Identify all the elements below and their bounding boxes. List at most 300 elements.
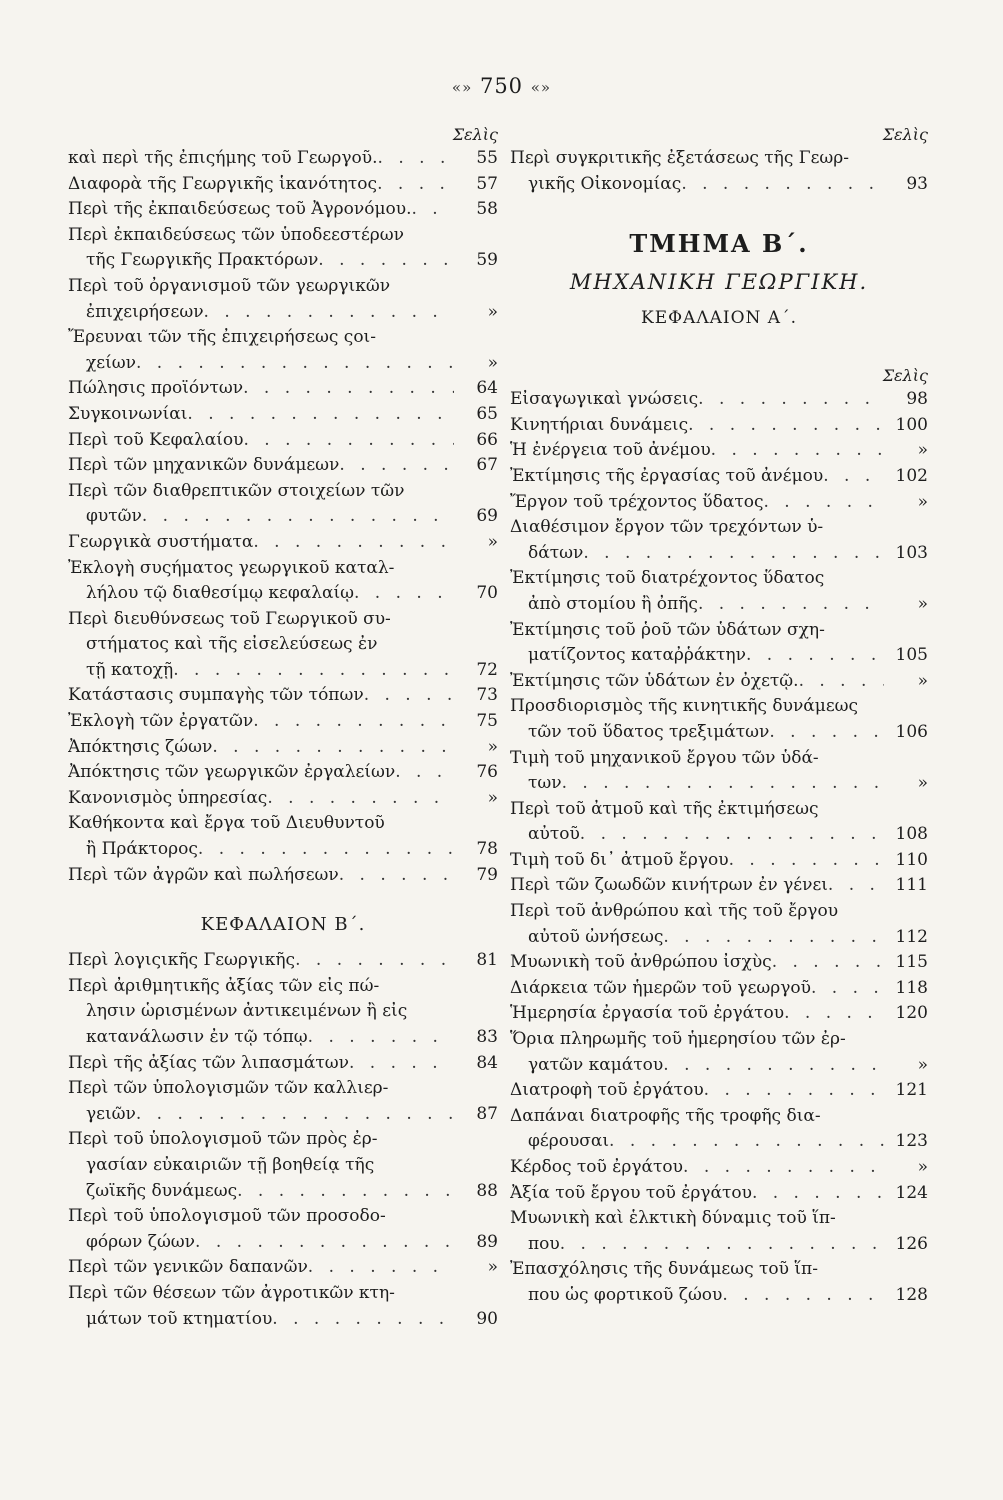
toc-entry-text: Περὶ τῆς ἐκπαιδεύσεως τοῦ Ἀγρονόμου. — [68, 199, 412, 220]
toc-page-number: 90 — [476, 1308, 498, 1329]
toc-entry-line — [510, 950, 928, 976]
dot-leader — [722, 1283, 884, 1309]
toc-entry-line — [510, 413, 928, 439]
toc-entry-text: Εἰσαγωγικαὶ γνώσεις — [510, 389, 699, 410]
toc-entry-line — [510, 1181, 928, 1207]
toc-entry — [510, 899, 928, 950]
toc-entry-line — [510, 618, 928, 644]
toc-entry-text: γειῶν — [86, 1103, 136, 1124]
toc-entry-line — [68, 1255, 498, 1281]
dot-leader — [204, 300, 454, 326]
toc-entry — [510, 873, 928, 899]
toc-entry-line — [68, 786, 498, 812]
toc-page-number: 102 — [895, 465, 928, 486]
toc-entry-line — [68, 146, 498, 172]
toc-entry-text: Περὶ ἐκπαιδεύσεως τῶν ὑποδεεστέρων — [68, 224, 404, 245]
dot-leader — [799, 669, 884, 695]
toc-entry-text: αὐτοῦ ὠνήσεως — [528, 926, 664, 947]
toc-entry-line — [510, 1001, 928, 1027]
toc-entry-text: αὐτοῦ — [528, 824, 580, 845]
toc-entry-line — [510, 669, 928, 695]
toc-entry-text: Περὶ τοῦ ὑπολογισμοῦ τῶν προσοδο- — [68, 1206, 386, 1227]
toc-page-number: » — [917, 1054, 928, 1075]
toc-entry-text: των — [528, 773, 562, 794]
toc-entry — [68, 974, 498, 1051]
toc-entry-text: Διατροφὴ τοῦ ἐργάτου — [510, 1080, 704, 1101]
toc-entry — [510, 566, 928, 617]
toc-entry-line — [510, 694, 928, 720]
toc-entry-line — [510, 643, 928, 669]
toc-entry-text: Ἐκλογὴ συςήματος γεωργικοῦ καταλ- — [68, 557, 395, 578]
toc-entry-text: Πώλησις προϊόντων — [68, 378, 244, 399]
toc-entry-line — [68, 632, 498, 658]
toc-entry-text: Περὶ συγκριτικῆς ἐξετάσεως τῆς Γεωρ- — [510, 148, 849, 168]
toc-page-number: 57 — [476, 173, 498, 194]
toc-entry-line — [510, 720, 928, 746]
dot-leader — [318, 248, 454, 274]
toc-page-number: 67 — [476, 455, 498, 476]
dot-leader — [412, 197, 455, 223]
toc-entry — [510, 950, 928, 976]
toc-page-number: » — [917, 670, 928, 691]
toc-page-number: » — [487, 352, 498, 373]
toc-page-number: 121 — [895, 1080, 928, 1101]
toc-page-number: 120 — [895, 1003, 928, 1024]
toc-entry-line — [68, 581, 498, 607]
dot-leader — [378, 146, 454, 172]
toc-entry-text: Ὅρια πληρωμῆς τοῦ ἡμερησίου τῶν ἐρ- — [510, 1029, 846, 1050]
toc-page-number: 72 — [476, 659, 498, 680]
toc-entry — [510, 146, 928, 197]
toc-entry-line — [510, 848, 928, 874]
toc-entry-line — [510, 1206, 928, 1232]
toc-page-number: 115 — [895, 952, 928, 973]
toc-entry-line — [68, 428, 498, 454]
toc-entry-line — [68, 999, 498, 1025]
toc-entry-text: γατῶν καμάτου — [528, 1054, 664, 1075]
toc-entry-text: Ἡμερησία ἐργασία τοῦ ἐργάτου — [510, 1003, 785, 1024]
toc-entry — [510, 387, 928, 413]
toc-entry-text: Περὶ ἀριθμητικῆς ἀξίας τῶν εἰς πώ- — [68, 975, 380, 996]
toc-entry — [510, 797, 928, 848]
toc-entry-line — [510, 1078, 928, 1104]
dot-leader — [173, 658, 454, 684]
toc-page-number: 70 — [476, 583, 498, 604]
toc-entry-text: Ἐκλογὴ τῶν ἐργατῶν — [68, 711, 254, 732]
toc-entry-line — [510, 464, 928, 490]
toc-entry-line — [510, 592, 928, 618]
toc-entry — [68, 479, 498, 530]
toc-entry-text: κατανάλωσιν ἐν τῷ τόπῳ — [86, 1027, 308, 1047]
toc-entry-text: Ἐκτίμησις τοῦ διατρέχοντος ὕδατος — [510, 568, 825, 589]
dot-leader — [663, 925, 884, 951]
toc-page-number: » — [487, 531, 498, 552]
toc-page-number: » — [917, 773, 928, 794]
toc-entry — [510, 490, 928, 516]
dot-leader — [136, 351, 454, 377]
chapter-a-heading: ΚΕΦΑΛΑΙΟΝ Α΄. — [641, 308, 797, 329]
toc-entry-line — [68, 197, 498, 223]
toc-entry — [510, 976, 928, 1002]
toc-entry-text: τῶν τοῦ ὕδατος τρεξιμάτων — [528, 721, 770, 742]
dot-leader — [688, 413, 884, 439]
toc-entry-line — [68, 376, 498, 402]
toc-entry — [68, 223, 498, 274]
toc-entry-line — [68, 223, 498, 249]
toc-entry — [68, 709, 498, 735]
toc-entry-line — [510, 1257, 928, 1283]
toc-entry-text: Ἔρευναι τῶν τῆς ἐπιχειρήσεως ςοι- — [68, 327, 376, 348]
ornament-right-icon: «» — [530, 78, 552, 97]
toc-entry-line — [510, 438, 928, 464]
toc-entry-line — [68, 351, 498, 377]
toc-entry-text: λησιν ὡρισμένων ἀντικειμένων ἢ εἰς — [86, 1001, 408, 1022]
right-column — [510, 124, 928, 1309]
toc-entry — [68, 607, 498, 684]
toc-entry-line — [68, 1179, 498, 1205]
toc-entry — [68, 530, 498, 556]
dot-leader — [772, 950, 884, 976]
dot-leader — [237, 1179, 454, 1205]
toc-entry-text: που ὡς φορτικοῦ ζώου — [528, 1284, 723, 1305]
toc-entry-text: μάτων τοῦ κτηματίου — [86, 1308, 273, 1329]
toc-entry-line — [510, 1283, 928, 1309]
toc-entry — [68, 735, 498, 761]
toc-entry-text: Μυωνικὴ τοῦ ἀνθρώπου ἰσχὺς — [510, 952, 772, 973]
chapter-b-heading: ΚΕΦΑΛΑΙΟΝ Β΄. — [200, 914, 366, 936]
toc-entry-line — [68, 1025, 498, 1051]
toc-page-number: 64 — [476, 378, 498, 399]
toc-entry-line — [68, 274, 498, 300]
toc-entry-line — [68, 735, 498, 761]
toc-entry — [510, 1155, 928, 1181]
dot-leader — [729, 848, 884, 874]
toc-entry-text: Συγκοινωνίαι — [68, 403, 188, 424]
toc-page-number: 81 — [476, 950, 498, 971]
toc-entry — [68, 1255, 498, 1281]
ornament-left-icon: «» — [451, 78, 473, 97]
toc-entry-line — [510, 490, 928, 516]
toc-entry-line — [68, 863, 498, 889]
left-column — [68, 124, 498, 1332]
toc-entry-text: Καθήκοντα καὶ ἔργα τοῦ Διευθυντοῦ — [68, 813, 385, 834]
toc-entry — [510, 746, 928, 797]
dot-leader — [704, 1078, 884, 1104]
dot-leader — [784, 1001, 884, 1027]
toc-page-number: 124 — [895, 1182, 928, 1203]
toc-page-number: 79 — [476, 864, 498, 885]
toc-entry-line — [68, 760, 498, 786]
dot-leader — [212, 735, 454, 761]
toc-entry-line — [68, 504, 498, 530]
toc-entry-line — [510, 566, 928, 592]
toc-entry-line — [510, 541, 928, 567]
toc-page-number: 106 — [895, 721, 928, 742]
toc-entry — [510, 618, 928, 669]
toc-entry-line — [68, 1307, 498, 1333]
toc-entry — [68, 1204, 498, 1255]
dot-leader — [136, 1102, 454, 1128]
toc-page-number: 112 — [895, 926, 928, 947]
toc-page-number: » — [917, 593, 928, 614]
toc-entry-line — [68, 607, 498, 633]
toc-entry-text: Κανονισμὸς ὑπηρεσίας — [68, 787, 268, 808]
toc-page-number: 128 — [895, 1284, 928, 1305]
left-entries — [68, 146, 498, 888]
toc-entry-line — [510, 822, 928, 848]
toc-entry-line — [68, 1051, 498, 1077]
toc-page-number: » — [487, 736, 498, 757]
dot-leader — [198, 837, 454, 863]
toc-entry-text: φόρων ζώων — [86, 1231, 196, 1252]
dot-leader — [295, 948, 454, 974]
toc-entry — [68, 1281, 498, 1332]
dot-leader — [308, 1025, 454, 1051]
dot-leader — [764, 490, 885, 516]
toc-entry-line — [68, 811, 498, 837]
dot-leader — [683, 1155, 884, 1181]
toc-entry — [68, 274, 498, 325]
toc-entry-text: Κινητήριαι δυνάμεις — [510, 414, 689, 435]
toc-entry-line — [68, 1230, 498, 1256]
toc-page-number: 84 — [476, 1052, 498, 1073]
toc-entry-text: χείων — [86, 352, 136, 373]
toc-entry — [510, 1104, 928, 1155]
toc-entry — [510, 515, 928, 566]
toc-entry — [68, 402, 498, 428]
dot-leader — [308, 1255, 454, 1281]
toc-entry-line — [68, 1102, 498, 1128]
toc-entry — [68, 1051, 498, 1077]
dot-leader — [609, 1129, 884, 1155]
dot-leader — [698, 592, 884, 618]
toc-entry-line — [68, 172, 498, 198]
toc-entry — [68, 197, 498, 223]
dot-leader — [395, 760, 454, 786]
toc-entry-text: φέρουσαι — [528, 1131, 610, 1152]
toc-entry-line — [510, 925, 928, 951]
toc-page-number: 88 — [476, 1180, 498, 1201]
toc-page-number: 93 — [906, 173, 928, 194]
toc-page-number: » — [917, 1157, 928, 1177]
toc-entry-text: Περὶ τῆς ἀξίας τῶν λιπασμάτων — [68, 1052, 349, 1073]
toc-entry-line — [510, 515, 928, 541]
toc-page-number: 55 — [476, 148, 498, 168]
toc-entry-text: Περὶ λογιςικῆς Γεωργικῆς — [68, 950, 296, 971]
toc-entry-text: Περὶ τῶν γενικῶν δαπανῶν — [68, 1257, 308, 1278]
toc-entry-text: Περὶ τῶν ζωωδῶν κινήτρων ἐν γένει — [510, 875, 828, 896]
dot-leader — [142, 504, 454, 530]
right-entries — [510, 387, 928, 1308]
toc-entry-text: Περὶ διευθύνσεως τοῦ Γεωργικοῦ συ- — [68, 608, 391, 629]
toc-entry — [510, 1078, 928, 1104]
toc-page-number: 111 — [895, 875, 928, 896]
toc-page-number: 87 — [476, 1103, 498, 1124]
page-header — [0, 74, 1003, 98]
dot-leader — [339, 863, 454, 889]
toc-entry-text: Περὶ τοῦ ὑπολογισμοῦ τῶν πρὸς ἐρ- — [68, 1129, 378, 1150]
toc-page-number: 83 — [476, 1027, 498, 1047]
toc-entry-line — [68, 837, 498, 863]
toc-entry — [68, 428, 498, 454]
toc-entry — [510, 464, 928, 490]
toc-entry-text: Περὶ τοῦ ἀνθρώπου καὶ τῆς τοῦ ἔργου — [510, 901, 839, 922]
dot-leader — [349, 1051, 454, 1077]
toc-entry-line — [68, 1204, 498, 1230]
toc-entry-text: τῇ κατοχῇ — [86, 659, 174, 680]
dot-leader — [746, 643, 884, 669]
dot-leader — [823, 464, 884, 490]
toc-entry-text: Περὶ τῶν θέσεων τῶν ἀγροτικῶν κτη- — [68, 1282, 395, 1303]
toc-entry-text: Διαθέσιμον ἔργον τῶν τρεχόντων ὑ- — [510, 517, 824, 538]
dot-leader — [354, 581, 454, 607]
toc-entry — [510, 1027, 928, 1078]
dot-leader — [339, 453, 454, 479]
toc-entry-line — [68, 948, 498, 974]
toc-entry-text: γασίαν εὐκαιριῶν τῇ βοηθείᾳ τῆς — [86, 1154, 375, 1175]
toc-page-number: 75 — [476, 711, 498, 732]
toc-entry-line — [68, 530, 498, 556]
left-entries-b — [68, 948, 498, 1332]
toc-page-number: 100 — [895, 414, 928, 435]
toc-entry-line — [510, 1027, 928, 1053]
toc-entry-text: στήματος καὶ τῆς εἰσελεύσεως ἐν — [86, 634, 378, 655]
dot-leader — [562, 771, 884, 797]
toc-entry-text: Τιμὴ τοῦ δι᾽ ἀτμοῦ ἔργου — [510, 849, 729, 870]
dot-leader — [752, 1181, 884, 1207]
toc-entry-line — [68, 1281, 498, 1307]
section-subtitle: ΜΗΧΑΝΙΚΗ ΓΕΩΡΓΙΚΗ. — [569, 270, 869, 295]
toc-entry-line — [68, 453, 498, 479]
toc-page-number: 126 — [895, 1233, 928, 1254]
toc-entry — [68, 863, 498, 889]
toc-entry-text: λήλου τῷ διαθεσίμῳ κεφαλαίῳ — [86, 583, 354, 604]
toc-page-number: 76 — [476, 762, 498, 783]
dot-leader — [267, 786, 454, 812]
toc-entry-text: φυτῶν — [86, 506, 142, 527]
selis-label-right-2: Σελὶς — [882, 366, 928, 386]
toc-entry-text: δάτων — [528, 542, 584, 563]
toc-entry-line — [68, 1127, 498, 1153]
toc-entry — [68, 556, 498, 607]
toc-page-number: 73 — [476, 685, 498, 706]
toc-entry-text: Ἐκτίμησις τοῦ ῥοῦ τῶν ὑδάτων σχη- — [510, 619, 825, 640]
toc-entry-text: Ἐπασχόλησις τῆς δυνάμεως τοῦ ἵπ- — [510, 1259, 818, 1280]
toc-page-number: » — [487, 1257, 498, 1278]
toc-page-number: » — [917, 440, 928, 461]
dot-leader — [663, 1053, 884, 1079]
toc-page-number: » — [487, 301, 498, 322]
toc-entry-line — [68, 709, 498, 735]
dot-leader — [377, 172, 454, 198]
toc-entry — [510, 1001, 928, 1027]
dot-leader — [711, 438, 884, 464]
toc-entry-text: Κέρδος τοῦ ἐργάτου — [510, 1157, 684, 1177]
dot-leader — [243, 428, 454, 454]
toc-entry-text: ἐπιχειρήσεων — [86, 301, 204, 322]
toc-page-number: » — [487, 787, 498, 808]
toc-page-number: 59 — [476, 250, 498, 271]
toc-page-number: 105 — [895, 645, 928, 666]
toc-page-number: 78 — [476, 839, 498, 860]
toc-entry-line — [510, 976, 928, 1002]
toc-entry-text: Ἀξία τοῦ ἔργου τοῦ ἐργάτου — [510, 1182, 752, 1203]
toc-entry — [510, 694, 928, 745]
toc-entry-text: Ἡ ἐνέργεια τοῦ ἀνέμου — [510, 440, 711, 461]
dot-leader — [253, 709, 454, 735]
toc-entry-line — [68, 402, 498, 428]
toc-entry-line — [68, 1153, 498, 1179]
toc-entry-text: Περὶ τῶν μηχανικῶν δυνάμεων — [68, 455, 340, 476]
page-number: 750 — [479, 74, 524, 98]
toc-entry — [68, 948, 498, 974]
toc-entry-line — [68, 300, 498, 326]
toc-entry — [68, 453, 498, 479]
toc-entry-text: Περὶ τοῦ ὀργανισμοῦ τῶν γεωργικῶν — [68, 275, 391, 296]
toc-entry — [68, 811, 498, 862]
toc-entry — [510, 1257, 928, 1308]
toc-entry — [68, 760, 498, 786]
toc-entry-line — [510, 899, 928, 925]
toc-entry-text: Διαφορὰ τῆς Γεωργικῆς ἱκανότητος — [68, 173, 378, 194]
toc-entry-text: Περὶ τοῦ Κεφαλαίου — [68, 429, 244, 450]
toc-entry — [510, 669, 928, 695]
toc-entry-text: ἀπὸ στομίου ἢ ὀπῆς — [528, 593, 698, 614]
toc-entry-text: Ἐκτίμησις τῶν ὑδάτων ἐν ὀχετῷ. — [510, 670, 799, 691]
toc-page-number: 69 — [476, 506, 498, 527]
toc-entry-text: τῆς Γεωργικῆς Πρακτόρων — [86, 250, 319, 271]
dot-leader — [560, 1232, 884, 1258]
toc-entry-text: ματίζοντος καταῤῥάκτην — [528, 645, 746, 666]
toc-entry-text: Δαπάναι διατροφῆς τῆς τροφῆς δια- — [510, 1105, 821, 1126]
toc-entry — [68, 1076, 498, 1127]
dot-leader — [698, 387, 884, 413]
toc-entry-text: καὶ περὶ τῆς ἐπιςήμης τοῦ Γεωργοῦ. — [68, 148, 378, 168]
toc-page-number: 103 — [895, 542, 928, 563]
toc-entry-text: Περὶ τῶν διαθρεπτικῶν στοιχείων τῶν — [68, 480, 405, 501]
dot-leader — [811, 976, 884, 1002]
toc-entry-text: Διάρκεια τῶν ἡμερῶν τοῦ γεωργοῦ — [510, 977, 811, 998]
toc-page-number: 65 — [476, 403, 498, 424]
right-entries-top — [510, 146, 928, 197]
toc-entry-text: Περὶ τοῦ ἀτμοῦ καὶ τῆς ἐκτιμήσεως — [510, 798, 819, 819]
toc-entry-line — [68, 1076, 498, 1102]
toc-entry-text: Γεωργικὰ συστήματα — [68, 531, 254, 552]
toc-page-number: 58 — [476, 199, 498, 220]
toc-entry — [68, 376, 498, 402]
dot-leader — [195, 1230, 454, 1256]
toc-entry-line — [510, 172, 928, 198]
dot-leader — [681, 172, 884, 198]
toc-entry-line — [68, 248, 498, 274]
toc-entry — [68, 1127, 498, 1204]
toc-entry — [68, 325, 498, 376]
dot-leader — [580, 822, 884, 848]
toc-page-number: 108 — [895, 824, 928, 845]
section-title: ΤΜΗΜΑ Β΄. — [629, 229, 809, 259]
toc-page-number: 118 — [895, 977, 928, 998]
toc-entry-line — [510, 1104, 928, 1130]
toc-entry-line — [510, 873, 928, 899]
toc-entry-line — [510, 797, 928, 823]
toc-entry-text: Περὶ τῶν ἀγρῶν καὶ πωλήσεων — [68, 864, 339, 885]
toc-entry-line — [68, 325, 498, 351]
toc-page-number: » — [917, 491, 928, 512]
toc-entry-line — [510, 1129, 928, 1155]
toc-entry-line — [510, 1232, 928, 1258]
dot-leader — [769, 720, 884, 746]
toc-page-number: 123 — [895, 1131, 928, 1152]
